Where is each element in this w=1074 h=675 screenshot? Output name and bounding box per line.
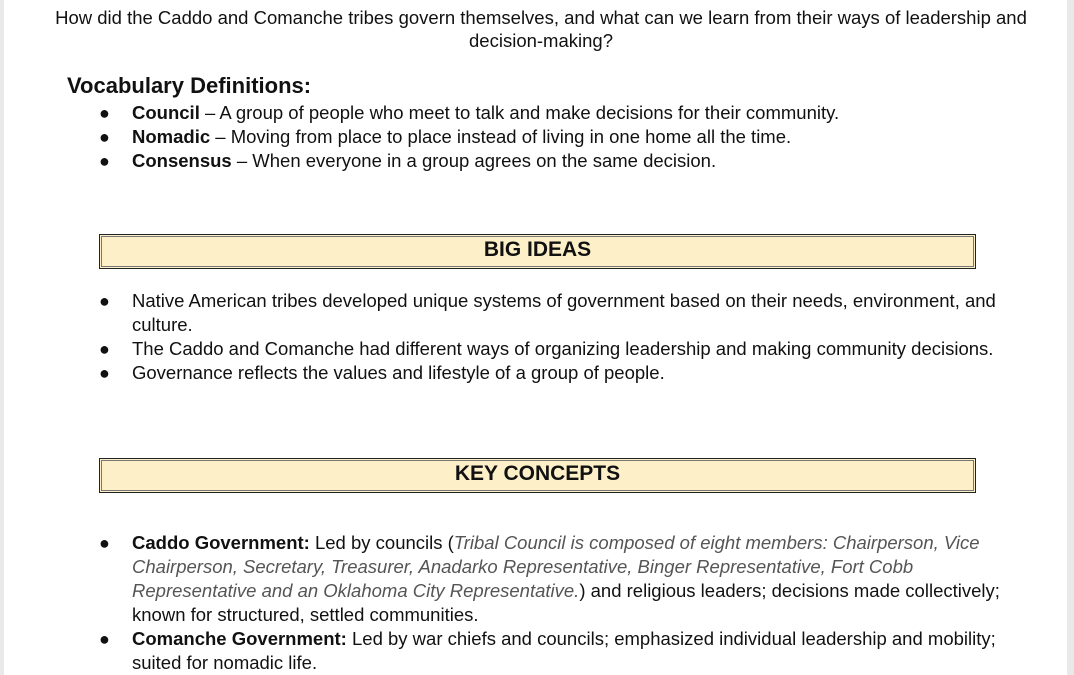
bullet-icon: ● (99, 151, 110, 171)
big-idea-text: Governance reflects the values and lifestyle of a group of people. (132, 362, 665, 383)
vocabulary-term: Consensus (132, 150, 232, 171)
vocabulary-definition: – Moving from place to place instead of living in one home all the time. (210, 126, 792, 147)
big-idea-text: Native American tribes developed unique systems of government based on their needs, environment, and culture. (132, 290, 996, 335)
big-idea-text: The Caddo and Comanche had different ways of organizing leadership and making community decisions. (132, 338, 994, 359)
vocabulary-list (99, 101, 1002, 173)
bullet-icon: ● (99, 363, 110, 383)
vocabulary-item (99, 149, 1002, 173)
key-concept-item (99, 531, 1022, 627)
key-concepts-list (99, 531, 1022, 675)
bullet-icon: ● (99, 127, 110, 147)
key-concept-term: Comanche Government: (132, 628, 347, 649)
big-idea-item (99, 289, 1042, 337)
document-page (4, 0, 1067, 675)
key-concept-term: Caddo Government: (132, 532, 310, 553)
essential-question: How did the Caddo and Comanche tribes govern themselves, and what can we learn from their ways of leadership and decision-making? (55, 7, 1027, 51)
big-idea-item (99, 337, 1042, 361)
vocabulary-item (99, 101, 1002, 125)
key-concept-note: Tribal Council is composed of eight members: Chairperson, Vice Chairperson, Secretary, Treasurer, Anadarko Representative, Binger Representative, Fort Cobb Representative and an Oklahoma City Representative. (132, 532, 980, 601)
bullet-icon: ● (99, 103, 110, 123)
vocabulary-term: Council (132, 102, 200, 123)
key-concept-text: Led by councils ( (309, 532, 454, 553)
key-concept-text-after: ) and religious leaders; decisions made collectively; known for structured, settled communities. (132, 580, 1000, 625)
vocabulary-term: Nomadic (132, 126, 211, 147)
big-ideas-list (99, 289, 1042, 385)
key-concept-item (99, 627, 1022, 675)
big-idea-item (99, 361, 1042, 385)
big-ideas-heading-box: BIG IDEAS (99, 234, 976, 269)
vocabulary-definition: – When everyone in a group agrees on the same decision. (231, 150, 717, 171)
vocabulary-heading: Vocabulary Definitions: (67, 73, 312, 98)
vocabulary-item (99, 125, 1002, 149)
vocabulary-definition: – A group of people who meet to talk and make decisions for their community. (199, 102, 840, 123)
bullet-icon: ● (99, 629, 110, 649)
bullet-icon: ● (99, 339, 110, 359)
bullet-icon: ● (99, 533, 110, 553)
key-concept-text: Led by war chiefs and councils; emphasized individual leadership and mobility; suited for nomadic life. (132, 628, 996, 673)
key-concepts-heading-box: KEY CONCEPTS (99, 458, 976, 493)
bullet-icon: ● (99, 291, 110, 311)
